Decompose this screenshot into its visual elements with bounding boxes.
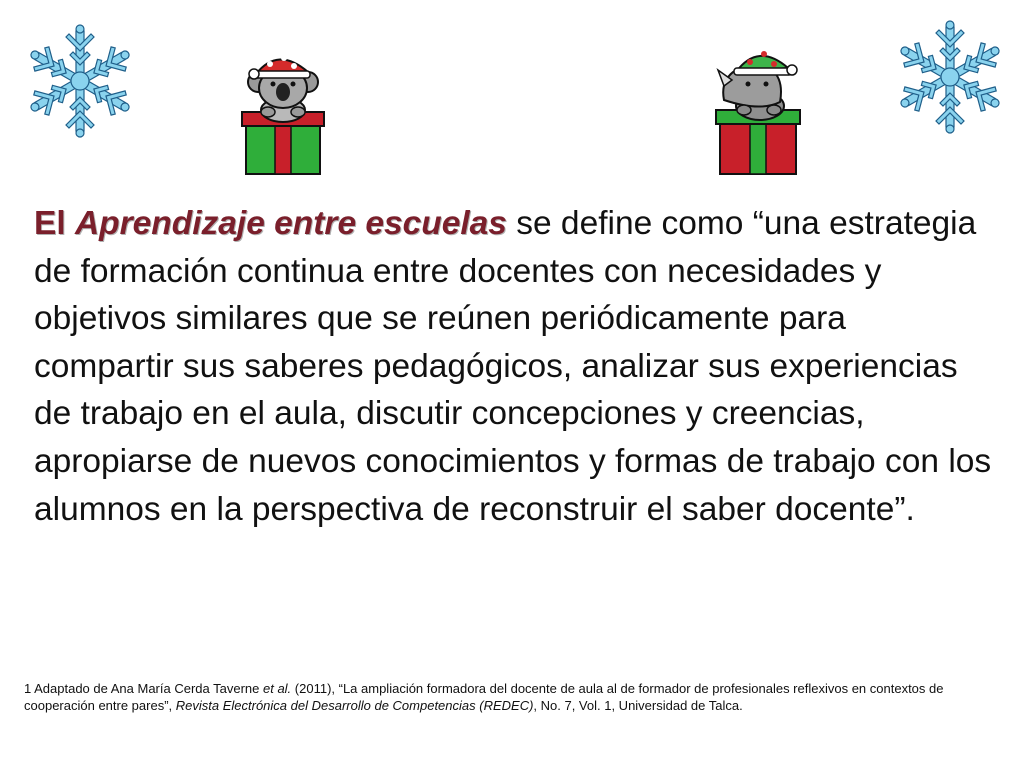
footnote-etal: et al. bbox=[262, 681, 292, 696]
highlight-title bbox=[34, 205, 507, 242]
snowflake-icon bbox=[896, 18, 1004, 136]
footnote-suffix: , No. 7, Vol. 1, Universidad de Talca. bbox=[533, 698, 743, 713]
definition-body: se define como “una estrategia de formación continua entre docentes con necesidades y objetivos similares que se reúnen periódicamente para compartir sus saberes pedagógicos, analizar sus experiencias de trabajo en el aula, discutir concepciones y creencias, apropiarse de nuevos conocimientos y formas de trabajo con los alumnos en la perspectiva de reconstruir el saber docente”. bbox=[34, 205, 992, 528]
highlight-phrase: Aprendizaje entre escuelas bbox=[74, 205, 507, 242]
footnote-prefix: 1 Adaptado de Ana María Cerda Taverne bbox=[24, 681, 263, 696]
footnote bbox=[24, 680, 999, 714]
koala-in-gift-icon bbox=[238, 44, 328, 176]
highlight-el: El bbox=[34, 205, 66, 242]
rhino-in-gift-icon bbox=[710, 40, 806, 176]
snowflake-icon bbox=[26, 22, 134, 140]
footnote-journal: Revista Electrónica del Desarrollo de Competencias (REDEC) bbox=[175, 698, 534, 713]
definition-paragraph bbox=[34, 200, 994, 533]
footnote-middle: (2011), “La ampliación formadora del docente de aula al de formador de profesionales reflexivos en contextos de cooperación entre pares”, bbox=[24, 681, 944, 713]
